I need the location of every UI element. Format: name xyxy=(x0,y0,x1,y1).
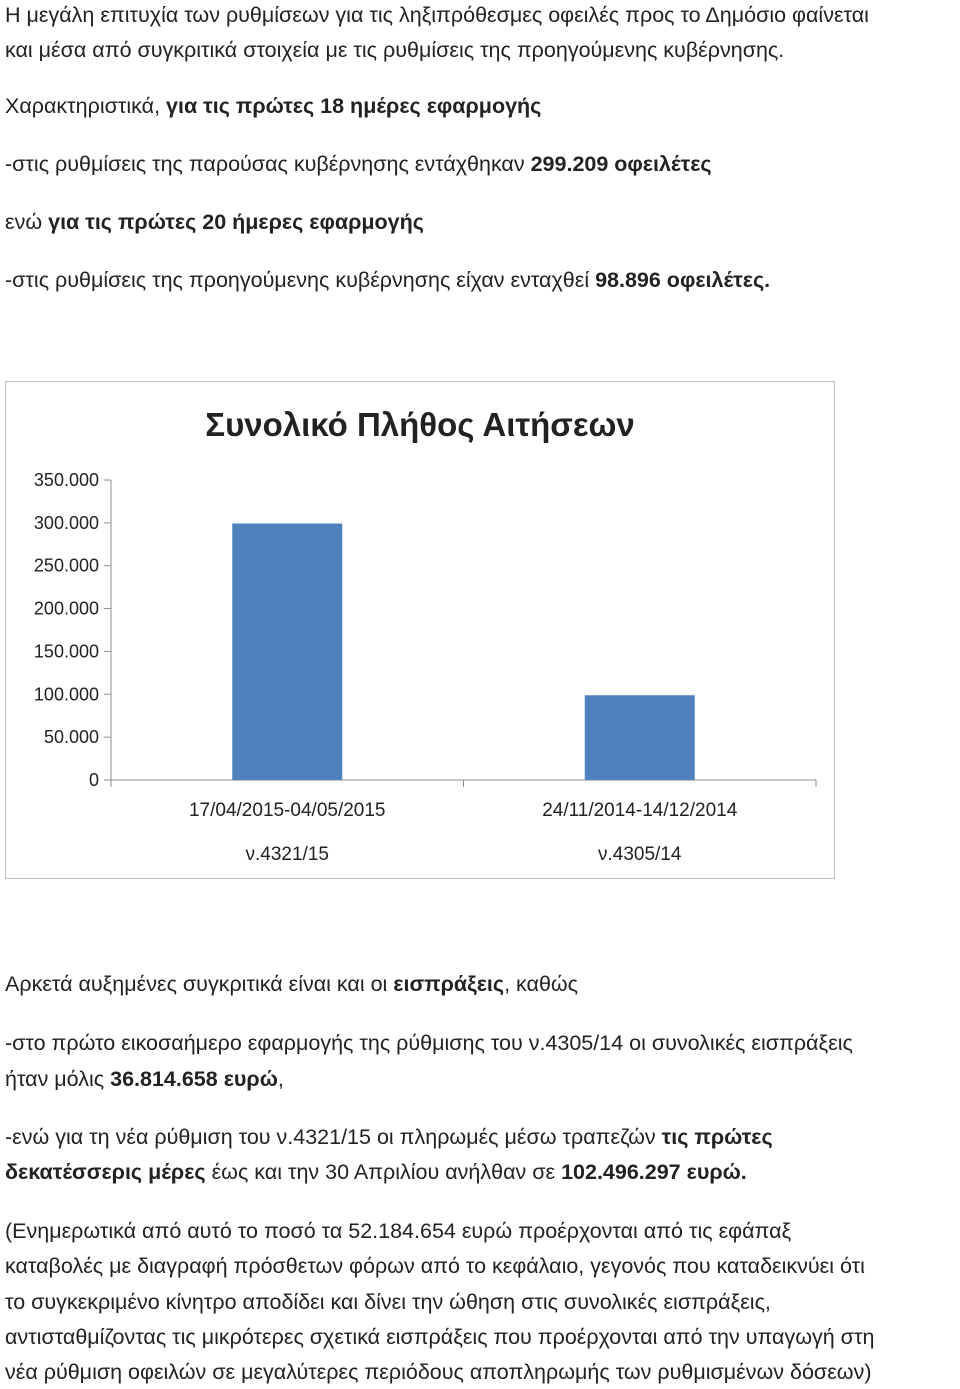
after-para-3-line-1 xyxy=(5,1123,960,1151)
after-para-2-line-1: -στο πρώτο εικοσαήμερο εφαρμογής της ρύθμισης του ν.4305/14 οι συνολικές εισπράξεις xyxy=(5,1031,853,1055)
after-para-1-suffix: , καθώς xyxy=(504,972,579,996)
intro-line-6-bold: 98.896 οφειλέτες. xyxy=(595,268,771,292)
bar xyxy=(585,695,695,780)
y-tick-label: 250.000 xyxy=(33,555,99,576)
intro-line-4-text: -στις ρυθμίσεις της παρούσας κυβέρνησης εντάχθηκαν xyxy=(5,152,531,176)
after-para-2-bold: 36.814.658 ευρώ xyxy=(110,1067,278,1091)
intro-line-5-bold: για τις πρώτες 20 ήμερες εφαρμογής xyxy=(48,210,424,234)
y-tick-label: 100.000 xyxy=(33,684,99,705)
y-tick-label: 0 xyxy=(88,770,99,790)
after-para-4-line-1: (Ενημερωτικά από αυτό το ποσό τα 52.184.654 ευρώ προέρχονται από τις εφάπαξ xyxy=(5,1219,792,1243)
intro-line-5 xyxy=(5,208,960,236)
y-tick-label: 50.000 xyxy=(43,727,99,748)
intro-line-1: Η μεγάλη επιτυχία των ρυθμίσεων για τις ληξιπρόθεσμες οφειλές προς το Δημόσιο φαίνεται xyxy=(5,3,869,27)
intro-line-6-text: -στις ρυθμίσεις της προηγούμενης κυβέρνησης είχαν ενταχθεί xyxy=(5,268,596,292)
after-para-2-suffix: , xyxy=(277,1067,284,1091)
intro-line-4 xyxy=(5,150,960,178)
after-para-3-text: -ενώ για τη νέα ρύθμιση του ν.4321/15 οι πληρωμές μέσω τραπεζών xyxy=(5,1125,662,1149)
y-tick-label: 350.000 xyxy=(33,470,99,490)
x-category-label: 17/04/2015-04/05/2015 xyxy=(188,800,386,821)
intro-line-5-text: ενώ xyxy=(5,210,49,234)
x-subcategory-label: ν.4305/14 xyxy=(598,844,682,865)
y-tick-label: 200.000 xyxy=(33,598,99,619)
after-para-3-mid: έως και την 30 Απριλίου ανήλθαν σε xyxy=(205,1160,562,1184)
after-para-2-text: ήταν μόλις xyxy=(5,1067,111,1091)
after-para-3-bold-3: 102.496.297 ευρώ. xyxy=(561,1160,747,1184)
intro-line-3-text: Χαρακτηριστικά, xyxy=(5,94,167,118)
after-para-4-line-3: το συγκεκριμένο κίνητρο αποδίδει και δίνει την ώθηση στις συνολικές εισπράξεις, xyxy=(5,1290,771,1314)
intro-line-4-bold: 299.209 οφειλέτες xyxy=(530,152,712,176)
intro-line-2: και μέσα από συγκριτικά στοιχεία με τις ρυθμίσεις της προηγούμενης κυβέρνησης. xyxy=(5,38,785,62)
intro-line-3-bold: για τις πρώτες 18 ημέρες εφαρμογής xyxy=(166,94,542,118)
after-para-3-line-2 xyxy=(5,1158,960,1186)
after-para-1 xyxy=(5,970,960,998)
x-category-label: 24/11/2014-14/12/2014 xyxy=(542,800,738,821)
after-para-3-bold-2: δεκατέσσερις μέρες xyxy=(5,1160,206,1184)
after-para-3-bold: τις πρώτες xyxy=(661,1125,773,1149)
after-para-4-line-4: αντισταθμίζοντας τις μικρότερες σχετικά εισπράξεις που προέρχονται από την υπαγωγή στη xyxy=(5,1325,875,1349)
after-para-4-line-5: νέα ρύθμιση οφειλών σε μεγαλύτερες περιόδους αποπληρωμής των ρυθμισμένων δόσεων) xyxy=(5,1360,872,1384)
x-subcategory-label: ν.4321/15 xyxy=(245,844,329,865)
bar xyxy=(232,524,342,780)
intro-line-3 xyxy=(5,92,960,120)
after-para-1-bold: εισπράξεις xyxy=(393,972,505,996)
bar-chart xyxy=(5,381,835,879)
after-para-4-line-2: καταβολές με διαγραφή πρόσθετων φόρων από το κεφάλαιο, γεγονός που καταδεικνύει ότι xyxy=(5,1254,865,1278)
intro-line-6 xyxy=(5,266,960,294)
after-para-1-text: Αρκετά αυξημένες συγκριτικά είναι και οι xyxy=(5,972,394,996)
y-tick-label: 150.000 xyxy=(33,641,99,662)
y-tick-label: 300.000 xyxy=(33,512,99,533)
chart-title: Συνολικό Πλήθος Αιτήσεων xyxy=(205,406,635,443)
chart-plot xyxy=(6,382,834,878)
after-para-2-line-2 xyxy=(5,1065,960,1093)
